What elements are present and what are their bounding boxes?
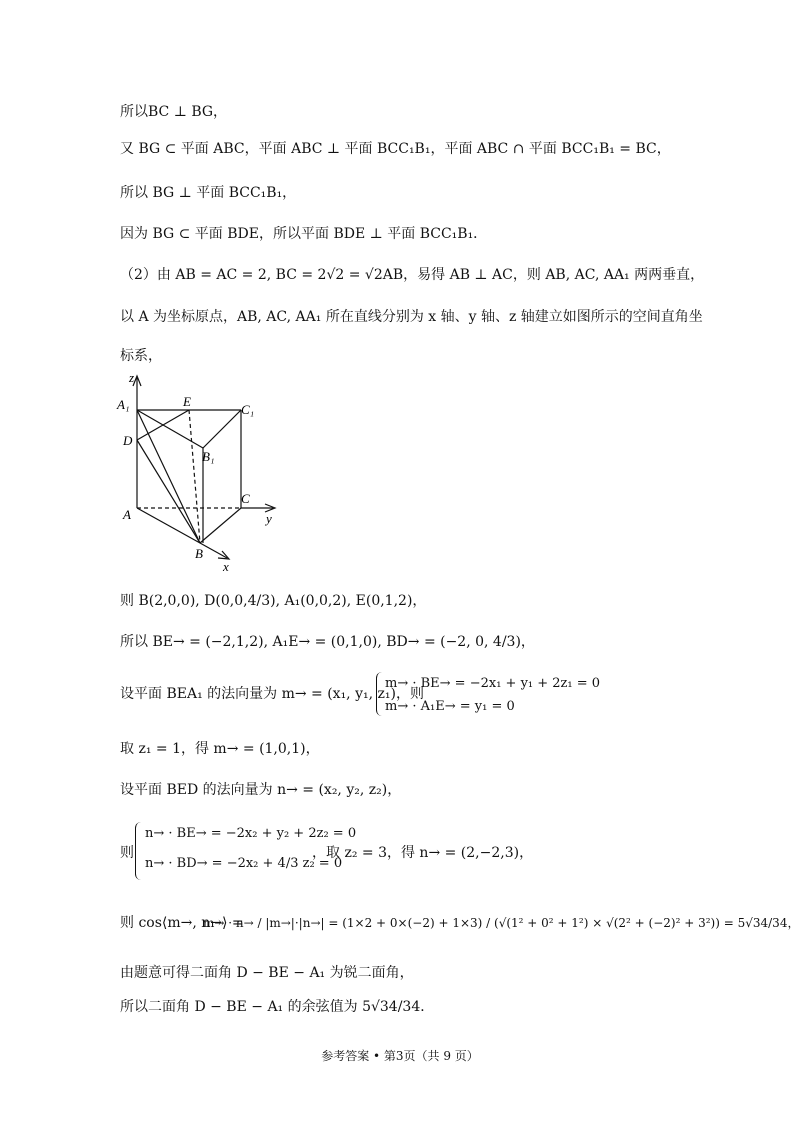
label-e: E <box>183 394 191 409</box>
label-c: C <box>241 491 250 506</box>
label-b1: B₁ <box>202 449 215 464</box>
label-c1: C₁ <box>241 402 255 417</box>
line-normal-n-eq2: n→ · BD→ = −2x₂ + 4/3 z₂ = 0 <box>145 856 343 871</box>
brace-n-system <box>135 822 142 880</box>
line-coordinate-system-cont: 标系， <box>120 348 162 364</box>
label-a: A <box>123 507 131 522</box>
line-plane-bde-perp: 因为 BG ⊂ 平面 BDE，所以平面 BDE ⊥ 平面 BCC₁B₁． <box>120 226 488 242</box>
label-y: y <box>266 511 272 526</box>
brace-m-system <box>376 672 383 716</box>
line-part2-intro: （2）由 AB = AC = 2, BC = 2√2 = √2AB，易得 AB ⊥ AC，则 AB, AC, AA₁ 两两垂直， <box>120 267 705 283</box>
x-axis <box>200 543 227 558</box>
line-cos-intro: 则 cos⟨m→, n→⟩ = <box>120 915 244 931</box>
edge-b1-c1 <box>203 410 241 448</box>
line-normal-n-intro: 设平面 BED 的法向量为 n→ = (x₂, y₂, z₂)， <box>120 782 402 798</box>
label-d: D <box>123 433 133 448</box>
line-normal-m-intro: 设平面 BEA₁ 的法向量为 m→ = (x₁, y₁, z₁)，则 <box>120 686 424 702</box>
line-point-coords: 则 B(2,0,0), D(0,0,4/3), A₁(0,0,2), E(0,1,2)， <box>120 593 427 609</box>
line-plane-intersection: 又 BG ⊂ 平面 ABC，平面 ABC ⊥ 平面 BCC₁B₁，平面 ABC ∩ 平面 BCC₁B₁ = BC， <box>120 141 671 157</box>
line-then: 则 <box>120 845 134 861</box>
line-normal-m-eq1: m→ · BE→ = −2x₁ + y₁ + 2z₁ = 0 <box>385 676 601 691</box>
line-take-z1: 取 z₁ = 1，得 m→ = (1,0,1)， <box>120 741 320 757</box>
label-z: z <box>129 370 135 385</box>
line-normal-n-eq1: n→ · BE→ = −2x₂ + y₂ + 2z₂ = 0 <box>145 826 357 841</box>
line-coordinate-system: 以 A 为坐标原点，AB, AC, AA₁ 所在直线分别为 x 轴、y 轴、z 轴建立如图所示的空间直角坐 <box>120 309 703 325</box>
page-footer: 参考答案 • 第3页（共 9 页） <box>321 1049 479 1063</box>
line-vectors: 所以 BE→ = (−2,1,2), A₁E→ = (0,1,0), BD→ = (−2, 0, 4/3)， <box>120 634 535 650</box>
line-d-b <box>137 440 200 543</box>
label-b: B <box>195 546 203 561</box>
line-cosine-answer: 所以二面角 D − BE − A₁ 的余弦值为 5√34/34． <box>120 999 435 1015</box>
line-a1-b <box>137 410 200 543</box>
edge-a1-b1 <box>137 410 203 448</box>
line-normal-m-eq2: m→ · A₁E→ = y₁ = 0 <box>385 699 515 714</box>
prism-diagram <box>115 368 285 573</box>
edge-b-c <box>200 508 241 543</box>
x-arrow <box>218 551 229 559</box>
line-bc-perp-bg: 所以BC ⊥ BG， <box>120 104 228 120</box>
line-cos-formula: m→ · n→ / |m→|·|n→| = (1×2 + 0×(−2) + 1×3) / (√(1² + 0² + 1²) × √(2² + (−2)² + 3²)) = 5√34/34， <box>203 916 800 930</box>
coordinate-figure <box>115 368 285 577</box>
line-bg-perp-plane: 所以 BG ⊥ 平面 BCC₁B₁， <box>120 185 297 201</box>
label-x: x <box>223 559 229 573</box>
label-a1: A₁ <box>117 397 130 412</box>
line-take-z2: ，取 z₂ = 3，得 n→ = (2,−2,3)， <box>312 845 534 861</box>
line-acute-angle: 由题意可得二面角 D − BE − A₁ 为锐二面角， <box>120 965 414 981</box>
edge-a-b <box>137 508 200 543</box>
